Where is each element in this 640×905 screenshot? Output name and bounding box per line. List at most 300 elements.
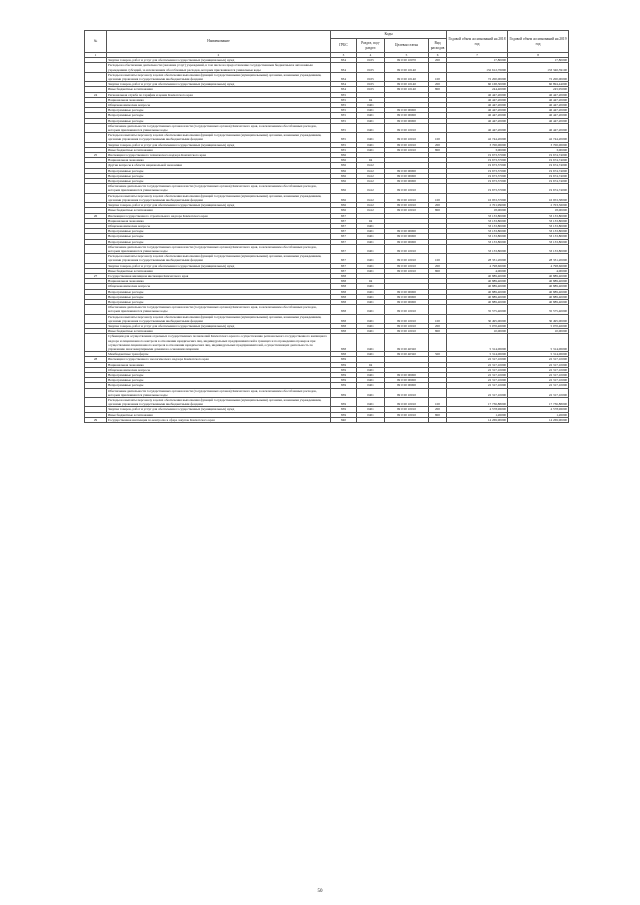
row-csr-cell: 99 0 00 10010 — [385, 305, 429, 314]
row-csr-cell: 99 0 00 00000 — [385, 373, 429, 378]
row-2019-cell: 5 070,40000 — [508, 323, 569, 328]
index-cell: 2 — [107, 53, 331, 58]
row-grbs-cell: 836 — [331, 168, 357, 173]
row-csr-cell: 99 0 00 00000 — [385, 229, 429, 234]
table-row — [85, 244, 569, 253]
row-vr-cell: 200 — [429, 407, 447, 412]
row-2019-cell: 14 269,90000 — [508, 417, 569, 422]
row-name-cell: Иные бюджетные ассигнования — [107, 329, 331, 334]
row-csr-cell: 99 0 00 10010 — [385, 329, 429, 334]
row-2019-cell: 33 133,80000 — [508, 223, 569, 228]
row-grbs-cell: 837 — [331, 229, 357, 234]
col-vr-header: Вид расходов — [429, 39, 447, 53]
row-2018-cell: 22 317,10000 — [447, 388, 508, 397]
row-2018-cell: 33 133,80000 — [447, 213, 508, 218]
row-razdel-cell: 0401 — [357, 263, 385, 268]
row-vr-cell: 100 — [429, 72, 447, 81]
row-2019-cell: 33 133,80000 — [508, 218, 569, 223]
row-grbs-cell: 835 — [331, 133, 357, 142]
row-grbs-cell: 836 — [331, 163, 357, 168]
row-grbs-cell: 839 — [331, 407, 357, 412]
row-razdel-cell: 0401 — [357, 147, 385, 152]
row-vr-cell — [429, 123, 447, 132]
row-vr-cell: 800 — [429, 329, 447, 334]
row-razdel-cell: 0401 — [357, 118, 385, 123]
row-razdel-cell: 0401 — [357, 299, 385, 304]
row-name-cell: Общеэкономические вопросы — [107, 103, 331, 108]
row-grbs-cell: 838 — [331, 323, 357, 328]
row-grbs-cell: 836 — [331, 158, 357, 163]
row-vr-cell — [429, 305, 447, 314]
row-vr-cell: 200 — [429, 263, 447, 268]
row-razdel-cell: 0401 — [357, 244, 385, 253]
table-row — [85, 305, 569, 314]
row-name-cell: Национальная экономика — [107, 97, 331, 102]
row-csr-cell: 99 0 00 10010 — [385, 203, 429, 208]
row-razdel-cell: 0412 — [357, 163, 385, 168]
row-razdel-cell: 0412 — [357, 184, 385, 193]
row-name-cell: Национальная экономика — [107, 362, 331, 367]
row-razdel-cell: 0401 — [357, 223, 385, 228]
row-2019-cell: 40 889,40000 — [508, 294, 569, 299]
row-grbs-cell: 838 — [331, 279, 357, 284]
row-2019-cell: 46 447,20000 — [508, 108, 569, 113]
row-2018-cell: 18,00000 — [447, 208, 508, 213]
row-2019-cell: 18,00000 — [508, 208, 569, 213]
row-csr-cell: 99 0 00 10010 — [385, 133, 429, 142]
row-2018-cell: 3 700,00000 — [447, 142, 508, 147]
row-2018-cell: 10,00000 — [447, 329, 508, 334]
row-number-cell — [85, 398, 107, 407]
row-csr-cell: 99 0 00 10010 — [385, 244, 429, 253]
row-grbs-cell: 839 — [331, 362, 357, 367]
row-2019-cell: 40 889,40000 — [508, 284, 569, 289]
row-2018-cell: 19 673,37000 — [447, 163, 508, 168]
row-grbs-cell: 838 — [331, 299, 357, 304]
row-vr-cell — [429, 184, 447, 193]
row-razdel-cell: 0401 — [357, 103, 385, 108]
row-number-cell — [85, 72, 107, 81]
row-name-cell: Обеспечение деятельности государственных органов власти (государственных органов) Камчатского края, за исключением обособленных расходов, которым присваиваются уникальные коды — [107, 305, 331, 314]
row-grbs-cell: 837 — [331, 218, 357, 223]
row-grbs-cell: 837 — [331, 213, 357, 218]
row-2018-cell: 46 447,20000 — [447, 97, 508, 102]
row-name-cell: Обеспечение деятельности государственных органов власти (государственных органов) Камчатского края, за исключением обособленных расходов, которым присваиваются уникальные коды — [107, 123, 331, 132]
row-grbs-cell: 836 — [331, 203, 357, 208]
row-2019-cell: 72 200,00000 — [508, 72, 569, 81]
row-number-cell: 24 — [85, 92, 107, 97]
row-2018-cell: 1,26000 — [447, 412, 508, 417]
row-name-cell: Непрограммные расходы — [107, 234, 331, 239]
row-grbs-cell: 835 — [331, 97, 357, 102]
row-2019-cell: 17,80000 — [508, 58, 569, 63]
row-number-cell — [85, 193, 107, 202]
row-razdel-cell: 0401 — [357, 412, 385, 417]
row-grbs-cell: 837 — [331, 239, 357, 244]
row-grbs-cell: 839 — [331, 383, 357, 388]
row-2019-cell: 3 700,00000 — [508, 142, 569, 147]
row-vr-cell: 500 — [429, 352, 447, 357]
row-vr-cell: 800 — [429, 147, 447, 152]
row-2018-cell: 17,80000 — [447, 58, 508, 63]
row-2019-cell: 46 447,20000 — [508, 92, 569, 97]
row-csr-cell: 99 0 00 00000 — [385, 299, 429, 304]
document-page — [84, 30, 568, 423]
row-grbs-cell: 835 — [331, 123, 357, 132]
row-name-cell: Непрограммные расходы — [107, 118, 331, 123]
row-2018-cell: 40 889,40000 — [447, 279, 508, 284]
row-2019-cell: 28 331,20000 — [508, 254, 569, 263]
row-vr-cell: 200 — [429, 58, 447, 63]
row-razdel-cell: 0401 — [357, 229, 385, 234]
row-grbs-cell: 837 — [331, 223, 357, 228]
row-number-cell: 27 — [85, 273, 107, 278]
row-grbs-cell: 838 — [331, 294, 357, 299]
row-name-cell: Национальная экономика — [107, 218, 331, 223]
row-name-cell: Непрограммные расходы — [107, 383, 331, 388]
row-razdel-cell: 0401 — [357, 289, 385, 294]
row-2019-cell: 33 133,80000 — [508, 239, 569, 244]
row-2018-cell: 22 317,10000 — [447, 367, 508, 372]
row-grbs-cell: 839 — [331, 357, 357, 362]
row-grbs-cell: 836 — [331, 193, 357, 202]
row-name-cell: Закупка товаров, работ и услуг для обеспечения государственных (муниципальных) нужд — [107, 58, 331, 63]
row-number-cell — [85, 63, 107, 72]
row-2018-cell: 40 889,40000 — [447, 284, 508, 289]
row-2018-cell: 244,40000 — [447, 87, 508, 92]
row-2018-cell: 28 331,20000 — [447, 254, 508, 263]
row-razdel-cell: 0412 — [357, 203, 385, 208]
col-2018-header: Годовой объем ассигнований на 2018 год — [447, 31, 508, 53]
row-2018-cell: 19 673,37000 — [447, 153, 508, 158]
row-grbs-cell: 837 — [331, 234, 357, 239]
row-2018-cell: 40 889,40000 — [447, 289, 508, 294]
row-2018-cell: 33 133,80000 — [447, 218, 508, 223]
row-razdel-cell: 0401 — [357, 142, 385, 147]
row-2019-cell: 40 889,40000 — [508, 273, 569, 278]
row-2019-cell: 33 133,80000 — [508, 244, 569, 253]
row-2019-cell: 60 894,44000 — [508, 82, 569, 87]
row-2018-cell: 5 314,00000 — [447, 352, 508, 357]
row-2019-cell: 10,00000 — [508, 329, 569, 334]
index-cell: 6 — [429, 53, 447, 58]
agency-header-row — [85, 417, 569, 422]
row-2018-cell: 46 447,20000 — [447, 113, 508, 118]
row-grbs-cell: 839 — [331, 367, 357, 372]
row-vr-cell: 200 — [429, 323, 447, 328]
row-2018-cell: 46 447,20000 — [447, 108, 508, 113]
row-2019-cell: 22 317,10000 — [508, 362, 569, 367]
row-name-cell: Закупка товаров, работ и услуг для обеспечения государственных (муниципальных) нужд — [107, 407, 331, 412]
row-2019-cell: 19 674,74000 — [508, 179, 569, 184]
row-name-cell: Обеспечение деятельности государственных органов власти (государственных органов) Камчатского края, за исключением обособленных расходов, которым присваиваются уникальные коды — [107, 244, 331, 253]
row-razdel-cell: 0401 — [357, 305, 385, 314]
row-csr-cell: 99 0 00 10140 — [385, 82, 429, 87]
row-2018-cell: 22 317,10000 — [447, 362, 508, 367]
row-2018-cell: 46 447,20000 — [447, 92, 508, 97]
row-csr-cell: 99 0 00 10010 — [385, 193, 429, 202]
row-csr-cell: 99 0 00 40320 — [385, 352, 429, 357]
row-2019-cell: 19 674,74000 — [508, 163, 569, 168]
row-razdel-cell: 0401 — [357, 123, 385, 132]
row-2019-cell: 33 133,80000 — [508, 229, 569, 234]
row-grbs-cell: 837 — [331, 244, 357, 253]
row-grbs-cell: 837 — [331, 268, 357, 273]
row-name-cell: Непрограммные расходы — [107, 373, 331, 378]
row-2019-cell: 46 447,20000 — [508, 97, 569, 102]
row-grbs-cell: 837 — [331, 263, 357, 268]
table-row — [85, 334, 569, 352]
row-2019-cell: 46 447,20000 — [508, 103, 569, 108]
row-grbs-cell: 836 — [331, 179, 357, 184]
row-razdel-cell: 0105 — [357, 82, 385, 87]
row-razdel-cell: 0401 — [357, 373, 385, 378]
row-grbs-cell: 838 — [331, 289, 357, 294]
row-csr-cell: 99 0 00 10010 — [385, 407, 429, 412]
row-grbs-cell: 835 — [331, 113, 357, 118]
row-number-cell — [85, 388, 107, 397]
row-name-cell: Расходы на выплаты персоналу в целях обеспечения выполнения функций государственными (муниципальными) органами, казенными учреждениями, органами управления государственными внебюджетными фондами — [107, 398, 331, 407]
row-csr-cell: 99 0 00 10070 — [385, 58, 429, 63]
row-grbs-cell: 838 — [331, 329, 357, 334]
table-row — [85, 314, 569, 323]
col-num-header: № — [85, 31, 107, 53]
row-2018-cell: 35 575,40000 — [447, 305, 508, 314]
row-2019-cell: 30 495,00000 — [508, 314, 569, 323]
row-csr-cell: 99 0 00 10010 — [385, 412, 429, 417]
row-2019-cell: 16 953,38000 — [508, 193, 569, 202]
row-name-cell: Обеспечение деятельности государственных органов власти (государственных органов) Камчатского края, за исключением обособленных расходов, которым присваиваются уникальные коды — [107, 388, 331, 397]
row-name-cell: Общеэкономические вопросы — [107, 367, 331, 372]
row-2019-cell: 4 798,60000 — [508, 263, 569, 268]
row-2019-cell: 1,26000 — [508, 412, 569, 417]
row-2018-cell: 19 673,37000 — [447, 168, 508, 173]
row-name-cell: Расходы на выплаты персоналу в целях обеспечения выполнения функций государственными (муниципальными) органами, казенными учреждениями, органами управления государственными внебюджетными фондами — [107, 193, 331, 202]
row-2019-cell: 22 317,10000 — [508, 373, 569, 378]
row-name-cell: Непрограммные расходы — [107, 179, 331, 184]
row-2019-cell: 5 314,00000 — [508, 352, 569, 357]
row-grbs-cell: 834 — [331, 58, 357, 63]
row-2019-cell: 245,95000 — [508, 87, 569, 92]
row-name-cell: Общеэкономические вопросы — [107, 223, 331, 228]
index-cell: 1 — [85, 53, 107, 58]
row-razdel-cell: 0401 — [357, 268, 385, 273]
row-grbs-cell: 835 — [331, 103, 357, 108]
row-grbs-cell: 834 — [331, 72, 357, 81]
row-grbs-cell: 838 — [331, 314, 357, 323]
row-grbs-cell: 836 — [331, 173, 357, 178]
row-2019-cell: 5 314,00000 — [508, 334, 569, 352]
row-2018-cell: 33 133,80000 — [447, 239, 508, 244]
row-name-cell: Обеспечение деятельности государственных органов власти (государственных органов) Камчатского края, за исключением обособленных расходов, которым присваиваются уникальные коды — [107, 184, 331, 193]
table-row — [85, 133, 569, 142]
row-2018-cell: 42 744,20000 — [447, 133, 508, 142]
table-row — [85, 398, 569, 407]
row-grbs-cell: 836 — [331, 208, 357, 213]
row-razdel-cell: 0401 — [357, 407, 385, 412]
row-2019-cell: 4 578,96000 — [508, 407, 569, 412]
row-razdel-cell: 0401 — [357, 234, 385, 239]
row-razdel-cell: 0105 — [357, 72, 385, 81]
row-2018-cell: 22 317,10000 — [447, 378, 508, 383]
row-2019-cell: 3,00000 — [508, 147, 569, 152]
row-grbs-cell: 836 — [331, 184, 357, 193]
row-csr-cell: 99 0 00 10010 — [385, 388, 429, 397]
row-2019-cell: 40 889,40000 — [508, 299, 569, 304]
row-razdel-cell: 04 — [357, 218, 385, 223]
row-2019-cell: 35 575,40000 — [508, 305, 569, 314]
row-name-cell: Непрограммные расходы — [107, 173, 331, 178]
row-2018-cell: 2 701,99000 — [447, 203, 508, 208]
row-grbs-cell: 840 — [331, 417, 357, 422]
row-2018-cell: 19 673,37000 — [447, 184, 508, 193]
row-name-cell: Расходы на выплаты персоналу в целях обеспечения выполнения функций государственными (муниципальными) органами, казенными учреждениями, органами управления государственными внебюджетными фондами — [107, 254, 331, 263]
index-cell: 5 — [385, 53, 429, 58]
row-2019-cell: 19 674,74000 — [508, 168, 569, 173]
row-number-cell — [85, 334, 107, 352]
row-number-cell: 29 — [85, 417, 107, 422]
col-razdel-header: Раздел, под-раздел — [357, 39, 385, 53]
col-name-header: Наименование — [107, 31, 331, 53]
row-2019-cell: 133 340,39100 — [508, 63, 569, 72]
row-name-cell: Расходы на обеспечение деятельности (оказание услуг) учреждений, в том числе на предоставление государственным бюджетным и автономным учреждениям субсидий, за исключением обособленных расходов, которым присваиваются уникальные коды — [107, 63, 331, 72]
row-2018-cell: 40 889,40000 — [447, 299, 508, 304]
row-razdel-cell: 0412 — [357, 173, 385, 178]
index-cell: 4 — [357, 53, 385, 58]
row-2019-cell: 4,00000 — [508, 268, 569, 273]
row-2018-cell: 46 447,20000 — [447, 123, 508, 132]
row-name-cell: Инспекция государственного экологического надзора Камчатского края — [107, 357, 331, 362]
row-2018-cell: 5 070,40000 — [447, 323, 508, 328]
row-razdel-cell: 0401 — [357, 388, 385, 397]
row-number-cell — [85, 244, 107, 253]
row-csr-cell: 99 0 00 00000 — [385, 234, 429, 239]
row-name-cell: Инспекция государственного технического надзора Камчатского края — [107, 153, 331, 158]
row-2018-cell: 40 889,40000 — [447, 294, 508, 299]
row-2019-cell: 22 317,10000 — [508, 367, 569, 372]
row-name-cell: Непрограммные расходы — [107, 378, 331, 383]
row-csr-cell: 99 0 00 10010 — [385, 323, 429, 328]
row-2018-cell: 16 953,37000 — [447, 193, 508, 202]
row-2018-cell: 19 673,37000 — [447, 173, 508, 178]
row-name-cell: Непрограммные расходы — [107, 168, 331, 173]
row-csr-cell: 99 0 00 00000 — [385, 239, 429, 244]
row-2018-cell: 22 317,10000 — [447, 383, 508, 388]
budget-table — [84, 30, 569, 423]
row-name-cell: Национальная экономика — [107, 158, 331, 163]
row-2019-cell: 46 447,20000 — [508, 123, 569, 132]
row-grbs-cell: 835 — [331, 147, 357, 152]
row-csr-cell: 99 0 00 00000 — [385, 179, 429, 184]
row-grbs-cell: 838 — [331, 273, 357, 278]
table-row — [85, 72, 569, 81]
row-csr-cell: 99 0 00 10010 — [385, 147, 429, 152]
row-name-cell: Национальная экономика — [107, 279, 331, 284]
row-vr-cell: 800 — [429, 208, 447, 213]
row-2018-cell: 22 317,10000 — [447, 357, 508, 362]
row-grbs-cell: 834 — [331, 82, 357, 87]
row-2019-cell: 42 744,20000 — [508, 133, 569, 142]
row-2019-cell: 40 889,40000 — [508, 279, 569, 284]
row-name-cell: Субвенции для осуществления отдельных государственных полномочий Камчатского края по осуществлению регионального государственного жилищного надзора и лицензионного контроля в отношении юридических лиц, индивидуальных предпринимателей в границах и по проведению проверок при осуществлении лицензионного контроля в отношении юридических лиц, индивидуальных предпринимателей, осуществляющих деятельность по управлению многоквартирными домами на основании лицензии — [107, 334, 331, 352]
row-csr-cell: 99 0 00 10010 — [385, 123, 429, 132]
row-csr-cell: 99 0 00 10010 — [385, 398, 429, 407]
row-number-cell — [85, 133, 107, 142]
row-razdel-cell: 0401 — [357, 367, 385, 372]
row-name-cell: Непрограммные расходы — [107, 289, 331, 294]
row-2018-cell: 4 578,96000 — [447, 407, 508, 412]
table-row — [85, 388, 569, 397]
row-grbs-cell: 839 — [331, 398, 357, 407]
row-vr-cell: 800 — [429, 268, 447, 273]
row-vr-cell: 200 — [429, 142, 447, 147]
row-number-cell — [85, 254, 107, 263]
row-number-cell — [85, 184, 107, 193]
row-csr-cell: 99 0 00 10140 — [385, 87, 429, 92]
row-2019-cell: 40 889,40000 — [508, 289, 569, 294]
row-vr-cell: 200 — [429, 203, 447, 208]
row-name-cell: Региональная служба по тарифам и ценам Камчатского края — [107, 92, 331, 97]
row-name-cell: Непрограммные расходы — [107, 113, 331, 118]
row-2019-cell: 22 317,10000 — [508, 357, 569, 362]
row-csr-cell: 99 0 00 00000 — [385, 378, 429, 383]
row-razdel-cell: 0401 — [357, 323, 385, 328]
row-name-cell: Государственная инспекция по контролю в сфере закупок Камчатского края — [107, 417, 331, 422]
row-razdel-cell: 04 — [357, 362, 385, 367]
row-number-cell: 28 — [85, 357, 107, 362]
row-csr-cell: 99 0 00 00000 — [385, 294, 429, 299]
row-csr-cell: 99 0 00 10010 — [385, 208, 429, 213]
row-csr-cell: 99 0 00 00000 — [385, 118, 429, 123]
row-razdel-cell: 0401 — [357, 254, 385, 263]
row-name-cell: Закупка товаров, работ и услуг для обеспечения государственных (муниципальных) нужд — [107, 142, 331, 147]
table-body — [85, 58, 569, 423]
table-row — [85, 193, 569, 202]
row-razdel-cell: 0401 — [357, 383, 385, 388]
row-number-cell: 26 — [85, 213, 107, 218]
row-name-cell: Иные бюджетные ассигнования — [107, 87, 331, 92]
table-row — [85, 184, 569, 193]
row-vr-cell: 800 — [429, 87, 447, 92]
row-2018-cell: 40 889,40000 — [447, 273, 508, 278]
row-vr-cell: 100 — [429, 193, 447, 202]
row-razdel-cell: 0412 — [357, 208, 385, 213]
row-name-cell: Расходы на выплаты персоналу в целях обеспечения выполнения функций государственными (муниципальными) органами, казенными учреждениями, органами управления государственными внебюджетными фондами — [107, 314, 331, 323]
row-grbs-cell: 835 — [331, 142, 357, 147]
row-grbs-cell: 838 — [331, 284, 357, 289]
row-csr-cell: 99 0 00 00000 — [385, 168, 429, 173]
row-name-cell: Государственная жилищная инспекция Камчатского края — [107, 273, 331, 278]
row-razdel-cell: 0401 — [357, 352, 385, 357]
row-2019-cell: 17 736,88000 — [508, 398, 569, 407]
row-2018-cell: 3,00000 — [447, 147, 508, 152]
index-cell: 3 — [331, 53, 357, 58]
row-grbs-cell: 839 — [331, 412, 357, 417]
row-2018-cell: 33 133,80000 — [447, 244, 508, 253]
col-codes-header: Коды — [331, 31, 447, 39]
row-grbs-cell: 838 — [331, 334, 357, 352]
row-vr-cell: 100 — [429, 254, 447, 263]
row-csr-cell: 99 0 00 40320 — [385, 334, 429, 352]
row-2019-cell: 22 317,10000 — [508, 388, 569, 397]
row-2018-cell: 30 495,00000 — [447, 314, 508, 323]
row-name-cell: Непрограммные расходы — [107, 299, 331, 304]
row-2018-cell: 14 269,90000 — [447, 417, 508, 422]
row-vr-cell — [429, 388, 447, 397]
row-name-cell: Иные бюджетные ассигнования — [107, 268, 331, 273]
row-razdel-cell: 0412 — [357, 193, 385, 202]
row-2018-cell: 46 447,20000 — [447, 118, 508, 123]
